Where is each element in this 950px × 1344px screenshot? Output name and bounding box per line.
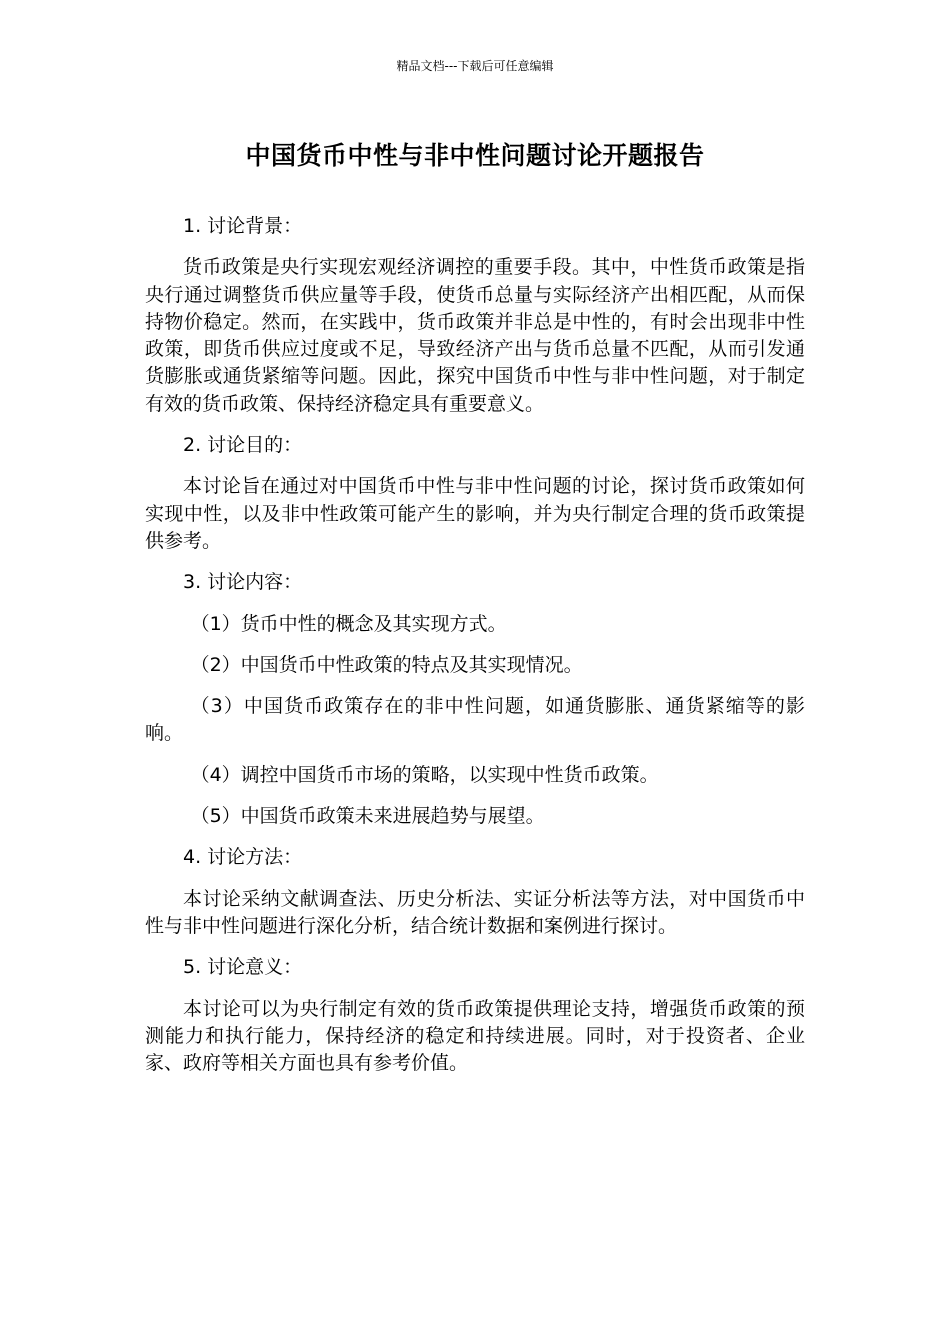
section-paragraph-significance: 本讨论可以为央行制定有效的货币政策提供理论支持，增强货币政策的预测能力和执行能力，保持经济的稳定和持续进展。同时，对于投资者、企业家、政府等相关方面也具有参考价值。 bbox=[145, 997, 805, 1075]
section-paragraph-purpose: 本讨论旨在通过对中国货币中性与非中性问题的讨论，探讨货币政策如何实现中性，以及非中性政策可能产生的影响，并为央行制定合理的货币政策提供参考。 bbox=[145, 475, 805, 552]
section-paragraph-background: 货币政策是央行实现宏观经济调控的重要手段。其中，中性货币政策是指央行通过调整货币供应量等手段，使货币总量与实际经济产出相匹配，从而保持物价稳定。然而，在实践中，货币政策并非总是中性的，有时会出现非中性政策，即货币供应过度或不足，导致经济产出与货币总量不匹配，从而引发通货膨胀或通货紧缩等问题。因此，探究中国货币中性与非中性问题，对于制定有效的货币政策、保持经济稳定具有重要意义。 bbox=[145, 256, 805, 415]
content-list-item: （1）货币中性的概念及其实现方式。 bbox=[190, 612, 507, 635]
content-list-item: （3）中国货币政策存在的非中性问题，如通货膨胀、通货紧缩等的影响。 bbox=[145, 695, 805, 745]
content-list-item: （4）调控中国货币市场的策略，以实现中性货币政策。 bbox=[190, 763, 659, 786]
section-heading-purpose: 2. 讨论目的： bbox=[183, 434, 303, 457]
content-list-item: （5）中国货币政策未来进展趋势与展望。 bbox=[190, 805, 545, 828]
section-heading-significance: 5. 讨论意义： bbox=[183, 956, 303, 979]
section-heading-background: 1. 讨论背景： bbox=[183, 215, 303, 237]
document-body bbox=[145, 213, 805, 1091]
content-list-item: （2）中国货币中性政策的特点及其实现情况。 bbox=[190, 653, 583, 676]
section-heading-method: 4. 讨论方法： bbox=[183, 846, 303, 869]
section-paragraph-method: 本讨论采纳文献调查法、历史分析法、实证分析法等方法，对中国货币中性与非中性问题进行深化分析，结合统计数据和案例进行探讨。 bbox=[145, 887, 805, 937]
header-note: 精品文档---下载后可任意编辑 bbox=[396, 59, 554, 73]
document-title: 中国货币中性与非中性问题讨论开题报告 bbox=[245, 141, 705, 170]
section-heading-content: 3. 讨论内容： bbox=[183, 571, 303, 594]
